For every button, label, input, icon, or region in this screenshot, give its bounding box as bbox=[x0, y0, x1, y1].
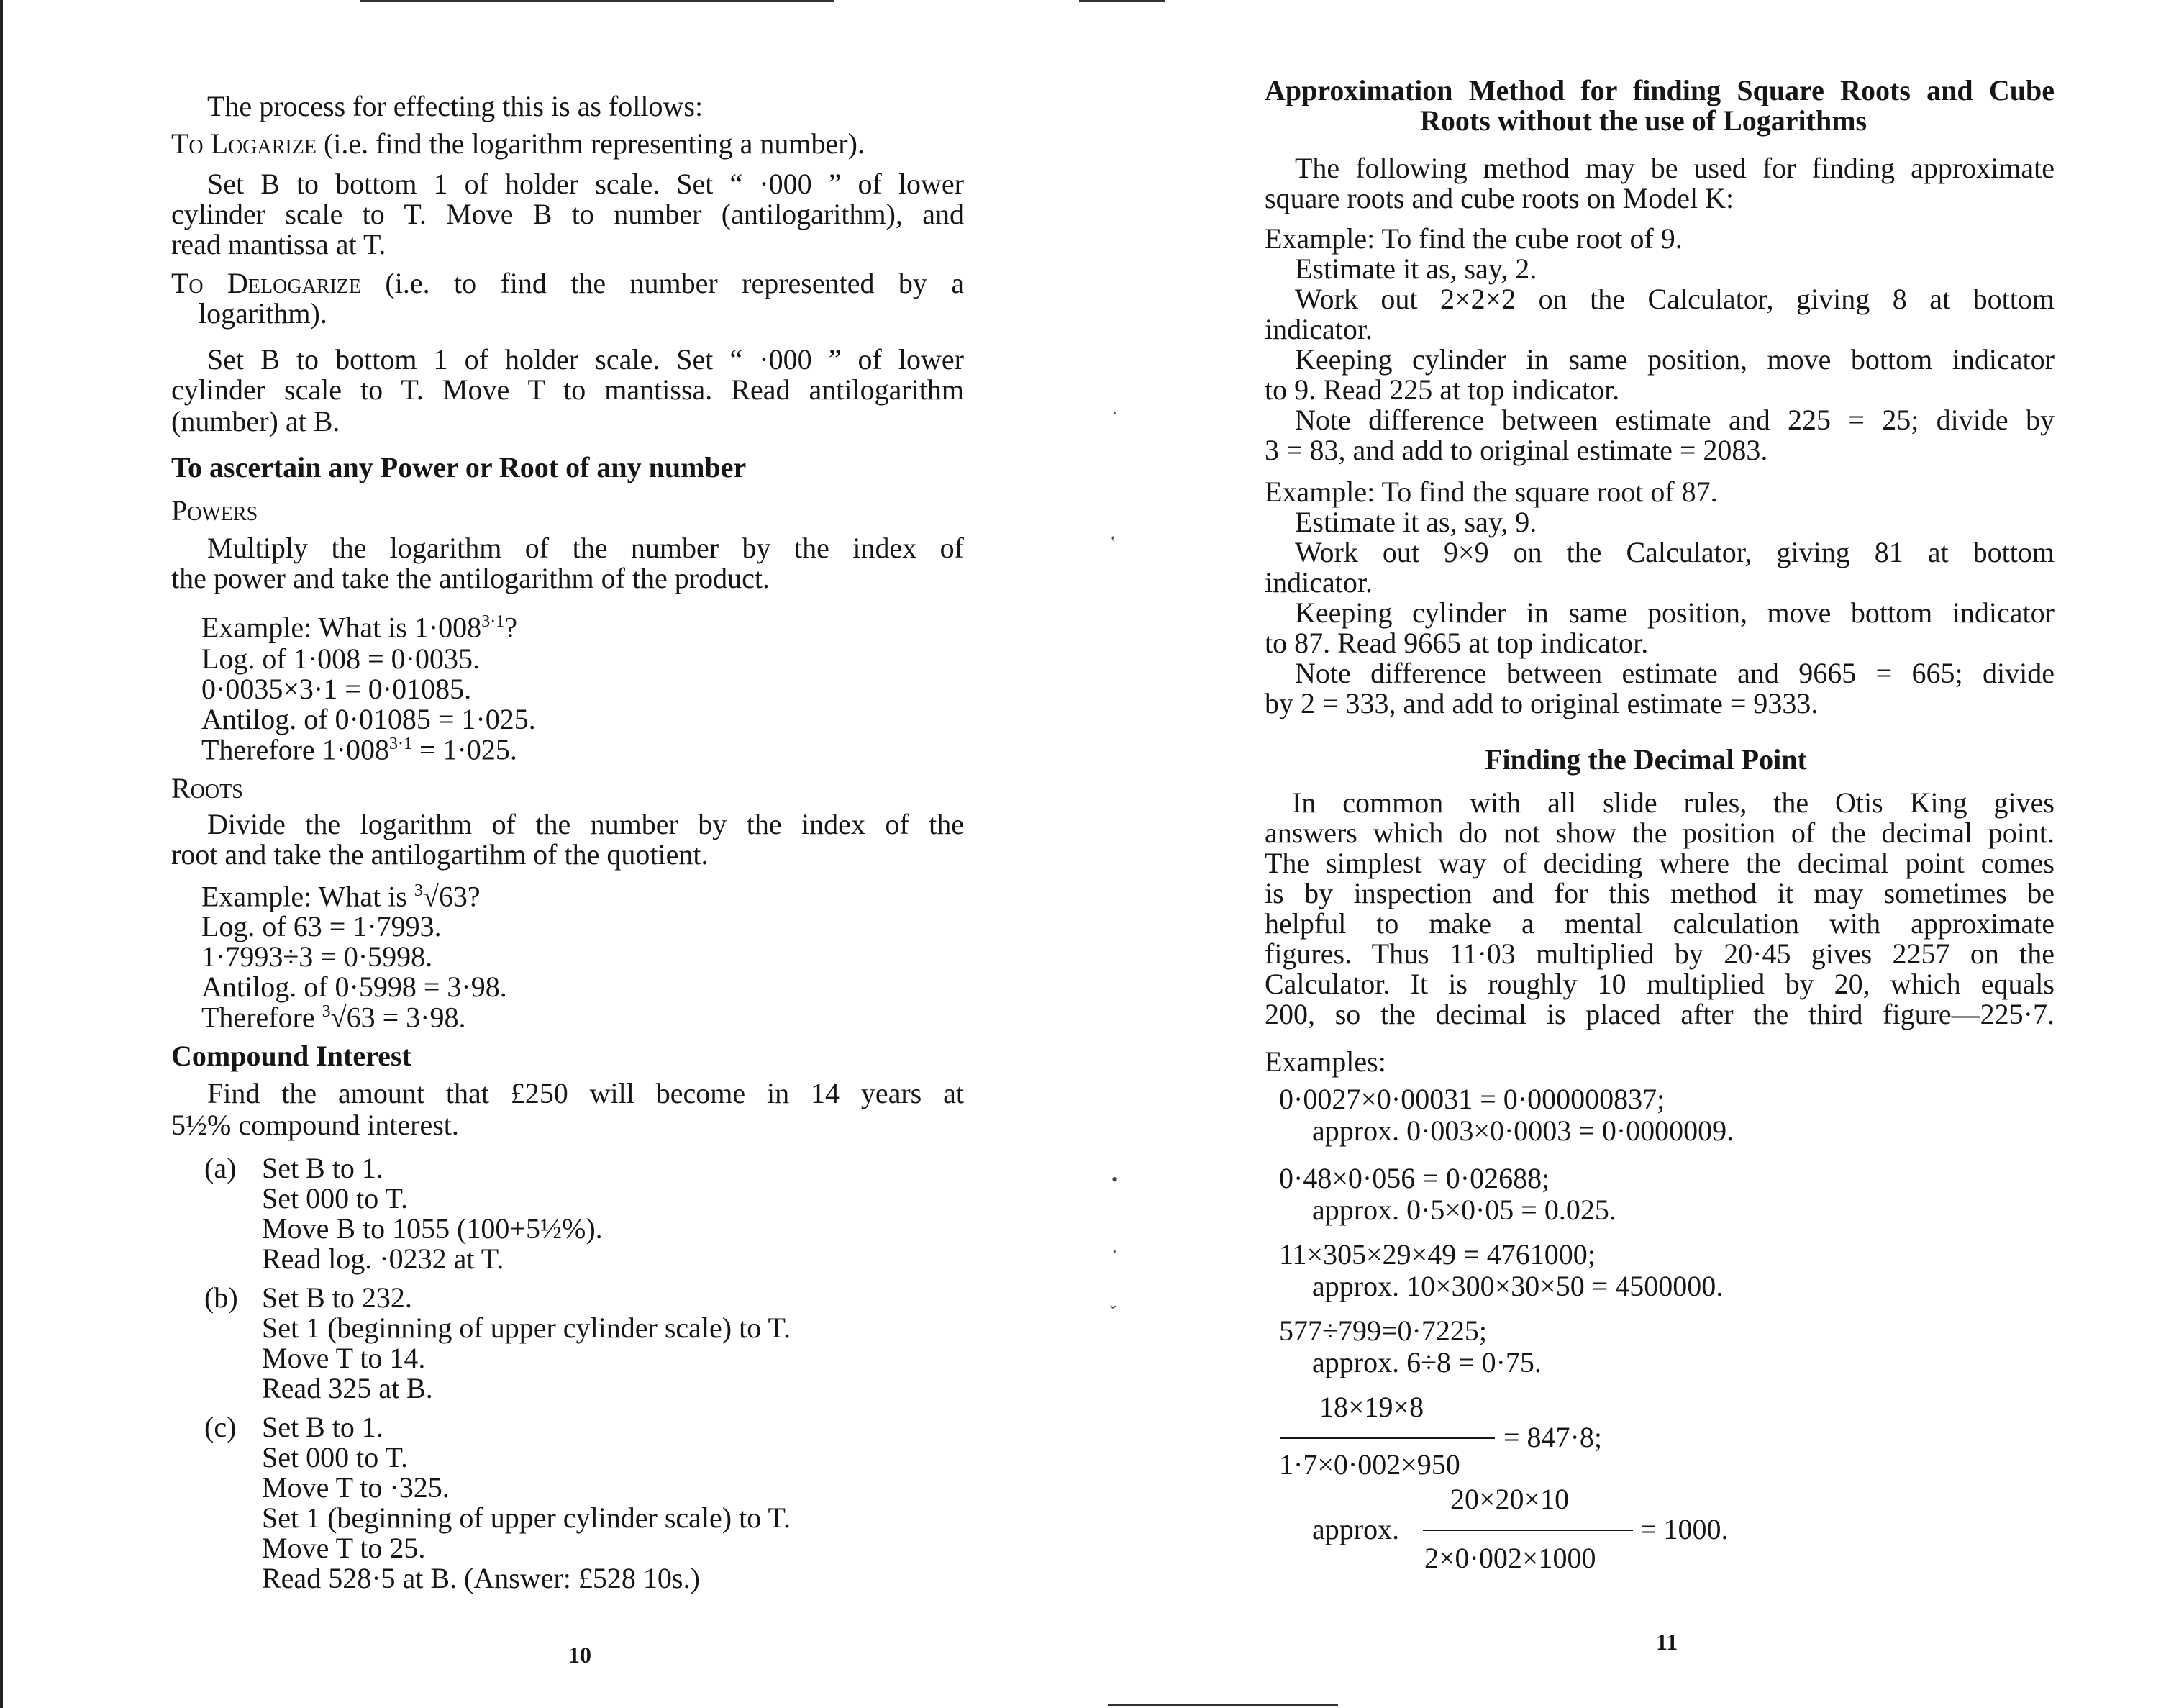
example-line: Work out 9×9 on the Calculator, giving 81 at bottom bbox=[1295, 536, 2055, 568]
delogarize-heading-cont: logarithm). bbox=[199, 297, 327, 330]
approximation-heading: Approximation Method for finding Square Roots and Cube bbox=[1265, 74, 2055, 106]
example-line: indicator. bbox=[1265, 313, 1373, 345]
step-c-line: Move T to 25. bbox=[262, 1532, 426, 1564]
example-line: Estimate it as, say, 9. bbox=[1295, 506, 1537, 538]
step-b-line: Set 1 (beginning of upper cylinder scale) to T. bbox=[262, 1312, 791, 1344]
roots-body-line: root and take the antilogartihm of the quotient. bbox=[171, 838, 709, 871]
roots-body-line: Divide the logarithm of the number by the index of the bbox=[207, 808, 964, 840]
example-line: indicator. bbox=[1265, 566, 1373, 599]
powers-body-line: the power and take the antilogarithm of the product. bbox=[171, 562, 770, 594]
gutter-mark: · bbox=[1111, 1241, 1118, 1262]
logarize-body-line: read mantissa at T. bbox=[171, 228, 386, 260]
step-c-line: Move T to ·325. bbox=[262, 1471, 450, 1504]
roots-example-step: Antilog. of 0·5998 = 3·98. bbox=[201, 971, 507, 1003]
decimal-body-line: helpful to make a mental calculation with approximate bbox=[1265, 907, 2055, 940]
fraction-denominator: 1·7×0·002×950 bbox=[1279, 1448, 1460, 1481]
decimal-body-line: figures. Thus 11·03 multiplied by 20·45 gives 2257 on the bbox=[1265, 937, 2055, 970]
example-line: Work out 2×2×2 on the Calculator, giving 8 at bottom bbox=[1295, 283, 2055, 315]
example-title: Example: To find the cube root of 9. bbox=[1265, 222, 1683, 255]
example-line: by 2 = 333, and add to original estimate = 9333. bbox=[1265, 687, 1819, 719]
example-equation: 0·0027×0·00031 = 0·000000837; bbox=[1279, 1083, 1665, 1115]
approximation-heading-cont: Roots without the use of Logarithms bbox=[1420, 104, 1867, 137]
fraction-result: = 1000. bbox=[1640, 1513, 1729, 1545]
example-title: Example: To find the square root of 87. bbox=[1265, 476, 1718, 508]
page-number: 11 bbox=[1656, 1629, 1678, 1655]
step-b-line: Set B to 232. bbox=[262, 1281, 412, 1314]
step-c-line: Set 1 (beginning of upper cylinder scale) to T. bbox=[262, 1502, 791, 1534]
compound-body-line: Find the amount that £250 will become in 14 years at bbox=[207, 1077, 964, 1109]
example-equation: 577÷799=0·7225; bbox=[1279, 1314, 1487, 1347]
approximation-intro-line: square roots and cube roots on Model K: bbox=[1265, 182, 1734, 214]
step-a-line: Set B to 1. bbox=[262, 1152, 383, 1184]
roots-example-question: Example: What is $^3$√63? bbox=[201, 880, 481, 913]
example-line: 3 = 83, and add to original estimate = 2083. bbox=[1265, 434, 1768, 466]
step-c-label: (c) bbox=[204, 1411, 237, 1443]
gutter-mark: ‛ bbox=[1110, 532, 1116, 553]
example-line: Note difference between estimate and 9665 = 665; divide bbox=[1295, 657, 2055, 689]
fraction-bar bbox=[1280, 1437, 1495, 1439]
example-equation: 0·48×0·056 = 0·02688; bbox=[1279, 1162, 1550, 1194]
logarize-body-line: Set B to bottom 1 of holder scale. Set “ ·000 ” of lower bbox=[207, 168, 964, 200]
delogarize-body-line: Set B to bottom 1 of holder scale. Set “ ·000 ” of lower bbox=[207, 343, 964, 376]
powers-example-step: Antilog. of 0·01085 = 1·025. bbox=[201, 703, 536, 735]
powers-example-result: Therefore $1\cdot 008^{3\cdot 1} = 1\cdot 025$. bbox=[201, 733, 517, 766]
powers-example-step: Log. of 1·008 = 0·0035. bbox=[201, 642, 480, 675]
example-line: Keeping cylinder in same position, move bottom indicator bbox=[1295, 596, 2055, 629]
fraction-numerator: 18×19×8 bbox=[1319, 1391, 1424, 1423]
fraction-result: = 847·8; bbox=[1503, 1421, 1602, 1453]
step-a-label: (a) bbox=[204, 1152, 237, 1184]
gutter-mark: · bbox=[1111, 403, 1118, 424]
approximation-prefix: approx. bbox=[1312, 1513, 1400, 1545]
step-a-line: Read log. ·0232 at T. bbox=[262, 1243, 504, 1275]
decimal-body-line: Calculator. It is roughly 10 multiplied by 20, which equals bbox=[1265, 968, 2055, 1000]
roots-example-result: Therefore $^3$√63 = 3·98. bbox=[201, 1001, 466, 1034]
example-line: Estimate it as, say, 2. bbox=[1295, 253, 1537, 285]
step-b-line: Read 325 at B. bbox=[262, 1372, 433, 1404]
roots-example-step: 1·7993÷3 = 0·5998. bbox=[201, 940, 433, 973]
decimal-body-line: 200, so the decimal is placed after the third figure—225·7. bbox=[1265, 998, 2055, 1030]
example-line: Note difference between estimate and 225 = 25; divide by bbox=[1295, 404, 2055, 436]
delogarize-body-line: (number) at B. bbox=[171, 405, 340, 437]
page-number: 10 bbox=[568, 1642, 591, 1668]
fraction-numerator: 20×20×10 bbox=[1450, 1483, 1570, 1515]
step-b-label: (b) bbox=[204, 1281, 238, 1314]
powers-label: Powers bbox=[171, 494, 258, 527]
example-approximation: approx. 10×300×30×50 = 4500000. bbox=[1312, 1270, 1724, 1302]
fraction-denominator: 2×0·002×1000 bbox=[1424, 1542, 1596, 1574]
logarize-heading bbox=[171, 127, 865, 160]
delogarize-term: To Delogarize bbox=[171, 267, 362, 299]
logarize-term: To Logarize bbox=[171, 127, 317, 160]
step-c-line: Set B to 1. bbox=[262, 1411, 383, 1443]
step-c-line: Read 528·5 at B. (Answer: £528 10s.) bbox=[262, 1562, 700, 1594]
compound-body-line: 5½% compound interest. bbox=[171, 1109, 459, 1141]
roots-label: Roots bbox=[171, 772, 243, 804]
section-heading: To ascertain any Power or Root of any number bbox=[171, 451, 747, 483]
roots-example-step: Log. of 63 = 1·7993. bbox=[201, 910, 442, 942]
step-a-line: Move B to 1055 (100+5½%). bbox=[262, 1212, 603, 1245]
intro-line: The process for effecting this is as follows: bbox=[207, 90, 704, 122]
example-approximation: approx. 0·5×0·05 = 0.025. bbox=[1312, 1194, 1616, 1226]
decimal-body-line: is by inspection and for this method it may sometimes be bbox=[1265, 877, 2055, 909]
delogarize-heading-rest: (i.e. to find the number represented by a bbox=[361, 267, 964, 299]
powers-body-line: Multiply the logarithm of the number by the index of bbox=[207, 532, 964, 564]
example-line: Keeping cylinder in same position, move bottom indicator bbox=[1295, 343, 2055, 376]
decimal-point-heading: Finding the Decimal Point bbox=[1485, 743, 1807, 776]
step-b-line: Move T to 14. bbox=[262, 1342, 426, 1374]
delogarize-heading bbox=[171, 269, 964, 298]
decimal-body-line: The simplest way of deciding where the decimal point comes bbox=[1265, 847, 2055, 879]
example-equation: 11×305×29×49 = 4761000; bbox=[1279, 1238, 1596, 1271]
step-c-line: Set 000 to T. bbox=[262, 1441, 408, 1473]
powers-example-step: 0·0035×3·1 = 0·01085. bbox=[201, 673, 472, 705]
step-a-line: Set 000 to T. bbox=[262, 1182, 408, 1214]
delogarize-body-line: cylinder scale to T. Move T to mantissa. Read antilogarithm bbox=[171, 373, 964, 406]
compound-interest-heading: Compound Interest bbox=[171, 1040, 411, 1072]
approximation-intro-line: The following method may be used for finding approximate bbox=[1295, 152, 2055, 184]
gutter-mark: • bbox=[1111, 1169, 1119, 1190]
example-line: to 87. Read 9665 at top indicator. bbox=[1265, 627, 1649, 659]
decimal-body-line: In common with all slide rules, the Otis King gives bbox=[1292, 786, 2055, 819]
logarize-body-line: cylinder scale to T. Move B to number (antilogarithm), and bbox=[171, 198, 964, 230]
gutter-mark: ˇ bbox=[1110, 1302, 1116, 1323]
example-line: to 9. Read 225 at top indicator. bbox=[1265, 373, 1620, 406]
fraction-bar bbox=[1423, 1530, 1633, 1531]
decimal-body-line: answers which do not show the position of the decimal point. bbox=[1265, 817, 2055, 849]
examples-label: Examples: bbox=[1265, 1045, 1386, 1078]
right-page bbox=[1092, 0, 2184, 1708]
example-approximation: approx. 6÷8 = 0·75. bbox=[1312, 1346, 1542, 1378]
powers-example-question: Example: What is $1\cdot 008^{3\cdot 1}$? bbox=[201, 611, 517, 644]
example-approximation: approx. 0·003×0·0003 = 0·0000009. bbox=[1312, 1114, 1734, 1147]
logarize-heading-rest: (i.e. find the logarithm representing a number). bbox=[316, 127, 865, 160]
